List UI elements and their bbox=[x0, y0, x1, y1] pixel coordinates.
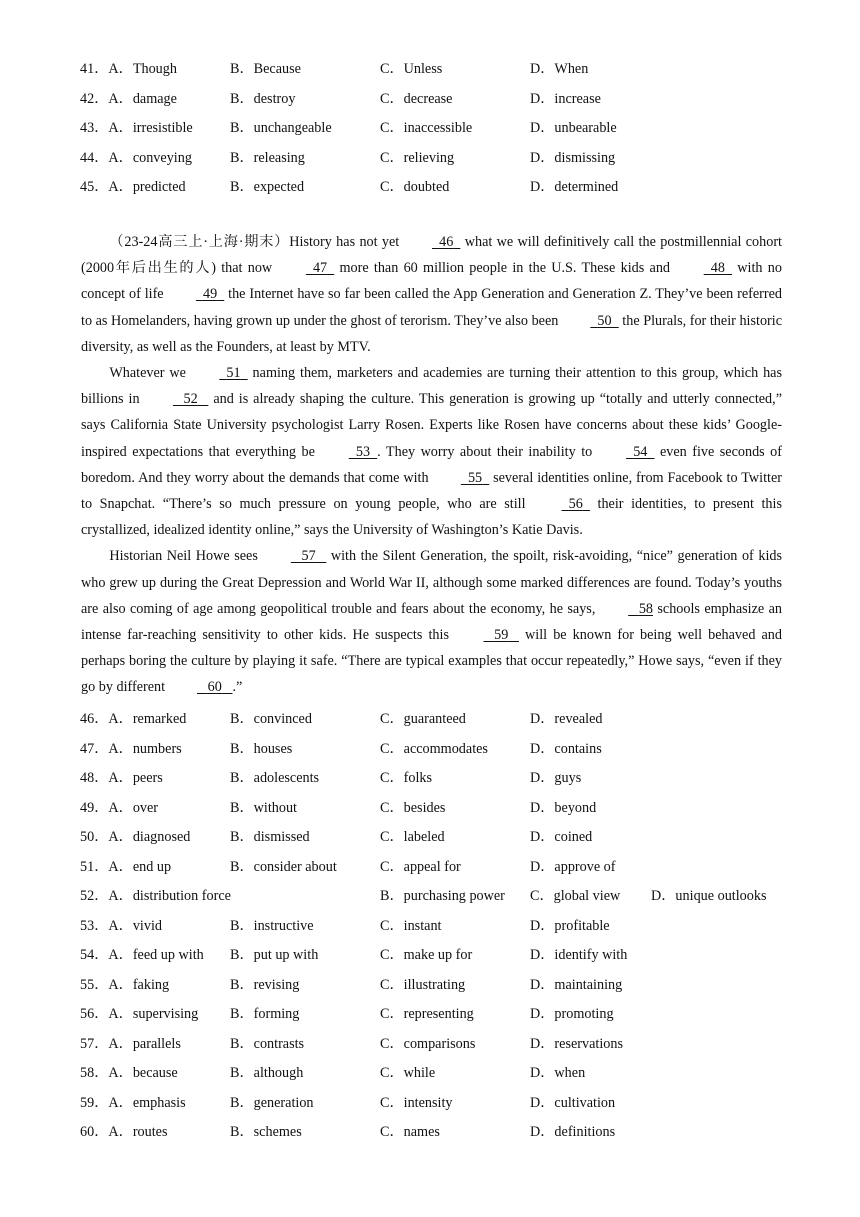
question-row bbox=[80, 827, 800, 857]
blank-55: 55 bbox=[467, 469, 483, 486]
option-d: D．determined bbox=[530, 179, 619, 195]
option-b: B．without bbox=[230, 799, 298, 816]
options-46-60 bbox=[80, 709, 800, 1152]
option-b: B．adolescents bbox=[230, 770, 320, 786]
option-c: C．inaccessible bbox=[380, 120, 473, 136]
option-b: B．expected bbox=[230, 179, 305, 195]
blank-47: 47 bbox=[312, 260, 328, 277]
option-a: 58．A．because bbox=[80, 1065, 178, 1081]
option-b: B．destroy bbox=[230, 90, 296, 107]
option-a: 57．A．parallels bbox=[80, 1035, 181, 1052]
blank-52: 52 bbox=[183, 391, 198, 408]
blank-50: 50 bbox=[597, 312, 612, 329]
blank-46: 46 bbox=[439, 234, 454, 250]
option-c: C．decrease bbox=[380, 90, 453, 107]
question-row bbox=[80, 709, 800, 739]
option-d: D．when bbox=[530, 1065, 586, 1081]
option-c: C．while bbox=[380, 1065, 436, 1081]
blank-60: 60 bbox=[207, 679, 222, 696]
question-row bbox=[80, 1063, 800, 1093]
option-b: B．releasing bbox=[230, 149, 305, 166]
option-d: D．cultivation bbox=[530, 1094, 616, 1111]
question-row bbox=[80, 1093, 800, 1123]
passage-paragraph-3: Historian Neil Howe sees 57 with the Silent Generation, the spoilt, risk-avoiding, “nice” generation of kids who grew up during the Great Depression and World War II, although some marked differences are found. Today’s youths are also coming of age among geopolitical trouble and fears about the economy, he says, 58 schools emphasize an intense far-reaching sensitivity to other kids. He suspects this 59 will be known for being well behaved and perhaps boring the culture by playing it safe. “There are typical examples that occur repeatedly,” Howe says, “even if they go by different 60 .” bbox=[81, 543, 782, 700]
option-c: C．representing bbox=[380, 1006, 474, 1022]
option-a: 53．A．vivid bbox=[80, 917, 162, 934]
option-a: 45．A．predicted bbox=[80, 179, 186, 195]
option-a: 55．A．faking bbox=[80, 976, 170, 993]
option-d: D．increase bbox=[530, 90, 601, 107]
blank-51: 51 bbox=[226, 365, 241, 382]
option-d: D．unique outlooks bbox=[651, 888, 767, 904]
option-d: D．guys bbox=[530, 770, 582, 786]
option-a: 41．A．Though bbox=[80, 61, 177, 77]
question-row bbox=[80, 1004, 800, 1034]
question-row bbox=[80, 945, 800, 975]
blank-58: 58 bbox=[638, 600, 653, 617]
question-row-42 bbox=[80, 89, 800, 119]
passage-paragraph-2: Whatever we 51 naming them, marketers and academies are turning their attention to this group, which has billions in 52 and is already shaping the culture. This generation is growing up “totally and utterly connected,” says California State University psychologist Larry Rosen. Experts like Rosen have concerns about these kids’ Google-inspired expectations that everything be 53 . They worry about their inability to 54 even five seconds of boredom. And they worry about the demands that come with 55 several identities online, from Facebook to Twitter to Snapchat. “There’s so much pressure on young people, who are still 56 their identities, to present this crystallized, idealized identity online,” says the University of Washington’s Katie Davis. bbox=[81, 360, 782, 543]
option-d: D．promoting bbox=[530, 1006, 614, 1022]
option-a: 54．A．feed up with bbox=[80, 947, 204, 963]
question-row bbox=[80, 886, 800, 916]
option-c: C．Unless bbox=[380, 61, 443, 77]
question-row-44 bbox=[80, 148, 800, 178]
option-c: C．global view bbox=[530, 888, 621, 904]
option-b: B．houses bbox=[230, 740, 293, 757]
option-a: 47．A．numbers bbox=[80, 740, 182, 757]
question-row bbox=[80, 739, 800, 769]
option-b: B．put up with bbox=[230, 947, 319, 963]
question-row bbox=[80, 798, 800, 828]
option-a: 59．A．emphasis bbox=[80, 1094, 186, 1111]
blank-54: 54 bbox=[633, 443, 648, 460]
option-c: C．accommodates bbox=[380, 740, 488, 757]
option-a: 50．A．diagnosed bbox=[80, 829, 191, 845]
question-row bbox=[80, 1122, 800, 1152]
passage-paragraph-1: （23-24高三上·上海·期末）History has not yet 46 what we will definitively call the postmillennial cohort (2000年后出生的人) that now 47 more than 60 million people in the U.S. These kids and 48 with no concept of life 49 the Internet have so far been called the App Generation and Generation Z. They’ve been referred to as Homelanders, having grown up under the ghost of terorism. They’ve also been 50 the Plurals, for their historic diversity, as well as the Founders, at least by MTV. bbox=[81, 229, 782, 360]
question-row-45 bbox=[80, 177, 800, 207]
option-c: C．comparisons bbox=[380, 1035, 476, 1052]
option-b: B．revising bbox=[230, 976, 300, 993]
option-d: D．profitable bbox=[530, 917, 610, 934]
option-d: D．maintaining bbox=[530, 976, 623, 993]
option-b: B．Because bbox=[230, 61, 301, 77]
option-b: B．convinced bbox=[230, 711, 312, 727]
option-a: 49．A．over bbox=[80, 799, 159, 816]
option-a: 52．A．distribution force bbox=[80, 888, 231, 904]
option-a: 60．A．routes bbox=[80, 1124, 168, 1140]
option-c: C．names bbox=[380, 1124, 440, 1140]
option-d: D．definitions bbox=[530, 1124, 616, 1140]
question-row-43 bbox=[80, 118, 800, 148]
option-d: D．contains bbox=[530, 740, 602, 757]
option-a: 42．A．damage bbox=[80, 90, 177, 107]
option-c: C．relieving bbox=[380, 149, 455, 166]
question-row bbox=[80, 975, 800, 1005]
option-b: B．dismissed bbox=[230, 829, 310, 845]
question-row bbox=[80, 768, 800, 798]
option-c: C．labeled bbox=[380, 829, 445, 845]
option-c: C．doubted bbox=[380, 179, 450, 195]
option-c: C．appeal for bbox=[380, 858, 461, 875]
question-row bbox=[80, 857, 800, 887]
option-a: 43．A．irresistible bbox=[80, 120, 193, 136]
option-c: C．instant bbox=[380, 917, 442, 934]
option-d: D．When bbox=[530, 61, 589, 77]
option-d: D．unbearable bbox=[530, 120, 617, 136]
blank-48: 48 bbox=[710, 260, 725, 277]
blank-49: 49 bbox=[202, 286, 218, 303]
option-c: C．guaranteed bbox=[380, 711, 466, 727]
option-a: 51．A．end up bbox=[80, 858, 172, 875]
option-d: D．reservations bbox=[530, 1035, 623, 1052]
blank-57: 57 bbox=[301, 548, 316, 565]
blank-56: 56 bbox=[568, 496, 583, 513]
option-c: C．illustrating bbox=[380, 976, 466, 993]
option-d: D．revealed bbox=[530, 711, 603, 727]
option-b: B．generation bbox=[230, 1094, 314, 1111]
option-b: B．instructive bbox=[230, 917, 314, 934]
option-a: 56．A．supervising bbox=[80, 1006, 199, 1022]
option-b: B．contrasts bbox=[230, 1035, 305, 1052]
option-a: 44．A．conveying bbox=[80, 149, 192, 166]
blank-59: 59 bbox=[494, 627, 509, 644]
question-row-41 bbox=[80, 59, 800, 89]
option-a: 46．A．remarked bbox=[80, 711, 187, 727]
option-c: C．make up for bbox=[380, 947, 473, 963]
option-d: D．beyond bbox=[530, 799, 597, 816]
option-d: D．approve of bbox=[530, 858, 616, 875]
option-d: D．identify with bbox=[530, 947, 628, 963]
cloze-passage bbox=[81, 229, 782, 701]
option-d: D．dismissing bbox=[530, 149, 616, 166]
blank-53: 53 bbox=[355, 443, 371, 460]
option-b: B．unchangeable bbox=[230, 120, 332, 136]
option-c: C．folks bbox=[380, 770, 433, 786]
option-b: B．purchasing power bbox=[380, 888, 505, 904]
option-b: B．schemes bbox=[230, 1124, 302, 1140]
option-d: D．coined bbox=[530, 829, 593, 845]
option-c: C．intensity bbox=[380, 1094, 453, 1111]
option-b: B．although bbox=[230, 1065, 304, 1081]
option-a: 48．A．peers bbox=[80, 770, 163, 786]
question-row bbox=[80, 916, 800, 946]
option-b: B．forming bbox=[230, 1006, 300, 1022]
option-b: B．consider about bbox=[230, 858, 337, 875]
options-41-45 bbox=[80, 59, 800, 207]
passage-source: （23-24高三上·上海·期末） bbox=[109, 234, 290, 250]
option-c: C．besides bbox=[380, 799, 446, 816]
question-row bbox=[80, 1034, 800, 1064]
